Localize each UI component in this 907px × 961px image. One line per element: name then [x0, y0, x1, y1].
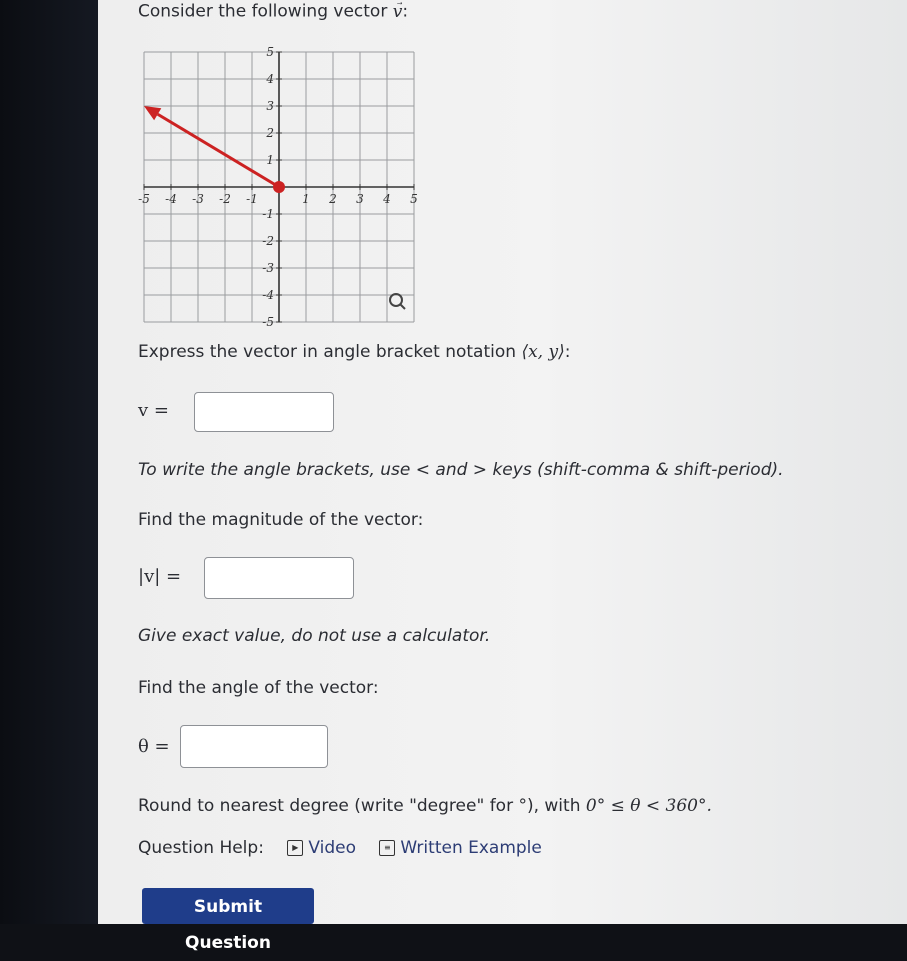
vector-line — [158, 114, 279, 187]
x-tick-label: -1 — [246, 192, 258, 206]
y-tick-label: 5 — [266, 45, 274, 59]
vector-symbol: v — [392, 1, 403, 22]
x-tick-label: -3 — [192, 192, 204, 206]
part1-hint: To write the angle brackets, use < and > keys (shift-comma & shift-period). — [138, 460, 784, 480]
angle-answer-input[interactable] — [180, 725, 328, 768]
magnify-icon[interactable] — [390, 294, 405, 309]
part2-hint: Give exact value, do not use a calculator. — [138, 626, 491, 646]
vector-label: v = — [138, 400, 169, 421]
x-tick-label: -5 — [138, 192, 150, 206]
part1-prompt: Express the vector in angle bracket notation ⟨x, y⟩: — [138, 342, 571, 362]
document-icon: ≡ — [379, 840, 395, 856]
vector-tail-point — [273, 181, 285, 193]
part3-hint: Round to nearest degree (write "degree" for °), with 0° ≤ θ < 360°. — [138, 796, 712, 816]
y-tick-label: -3 — [262, 261, 274, 275]
submit-question-button[interactable]: Submit Question — [142, 888, 314, 924]
magnitude-label: |v| = — [138, 566, 182, 587]
angle-notation: ⟨x, y⟩ — [521, 342, 565, 362]
y-tick-label: 1 — [266, 153, 274, 167]
part2-prompt: Find the magnitude of the vector: — [138, 510, 424, 530]
video-link[interactable]: ▶ Video — [287, 838, 356, 858]
written-example-link[interactable]: ≡ Written Example — [379, 838, 541, 858]
x-tick-label: 2 — [329, 192, 337, 206]
part3-prompt: Find the angle of the vector: — [138, 678, 379, 698]
x-tick-label: 3 — [356, 192, 364, 206]
y-tick-label: -5 — [262, 315, 274, 329]
y-tick-label: -4 — [262, 288, 274, 302]
question-page — [98, 0, 907, 953]
vector-answer-input[interactable] — [194, 392, 334, 432]
y-tick-label: -2 — [262, 234, 274, 248]
y-tick-label: -1 — [262, 207, 274, 221]
x-tick-label: 4 — [383, 192, 391, 206]
y-tick-label: 3 — [266, 99, 274, 113]
x-tick-label: 1 — [302, 192, 310, 206]
x-tick-label: 5 — [410, 192, 418, 206]
question-help — [138, 838, 542, 858]
vector-graph — [134, 42, 424, 332]
video-icon: ▶ — [287, 840, 303, 856]
question-intro: Consider the following vector v: — [138, 1, 409, 22]
y-tick-label: 2 — [266, 126, 274, 140]
magnitude-answer-input[interactable] — [204, 557, 354, 599]
x-tick-label: -4 — [165, 192, 177, 206]
help-label: Question Help: — [138, 838, 264, 858]
y-tick-label: 4 — [266, 72, 274, 86]
angle-label: θ = — [138, 736, 170, 757]
x-tick-label: -2 — [219, 192, 231, 206]
screen-bezel — [0, 0, 98, 924]
